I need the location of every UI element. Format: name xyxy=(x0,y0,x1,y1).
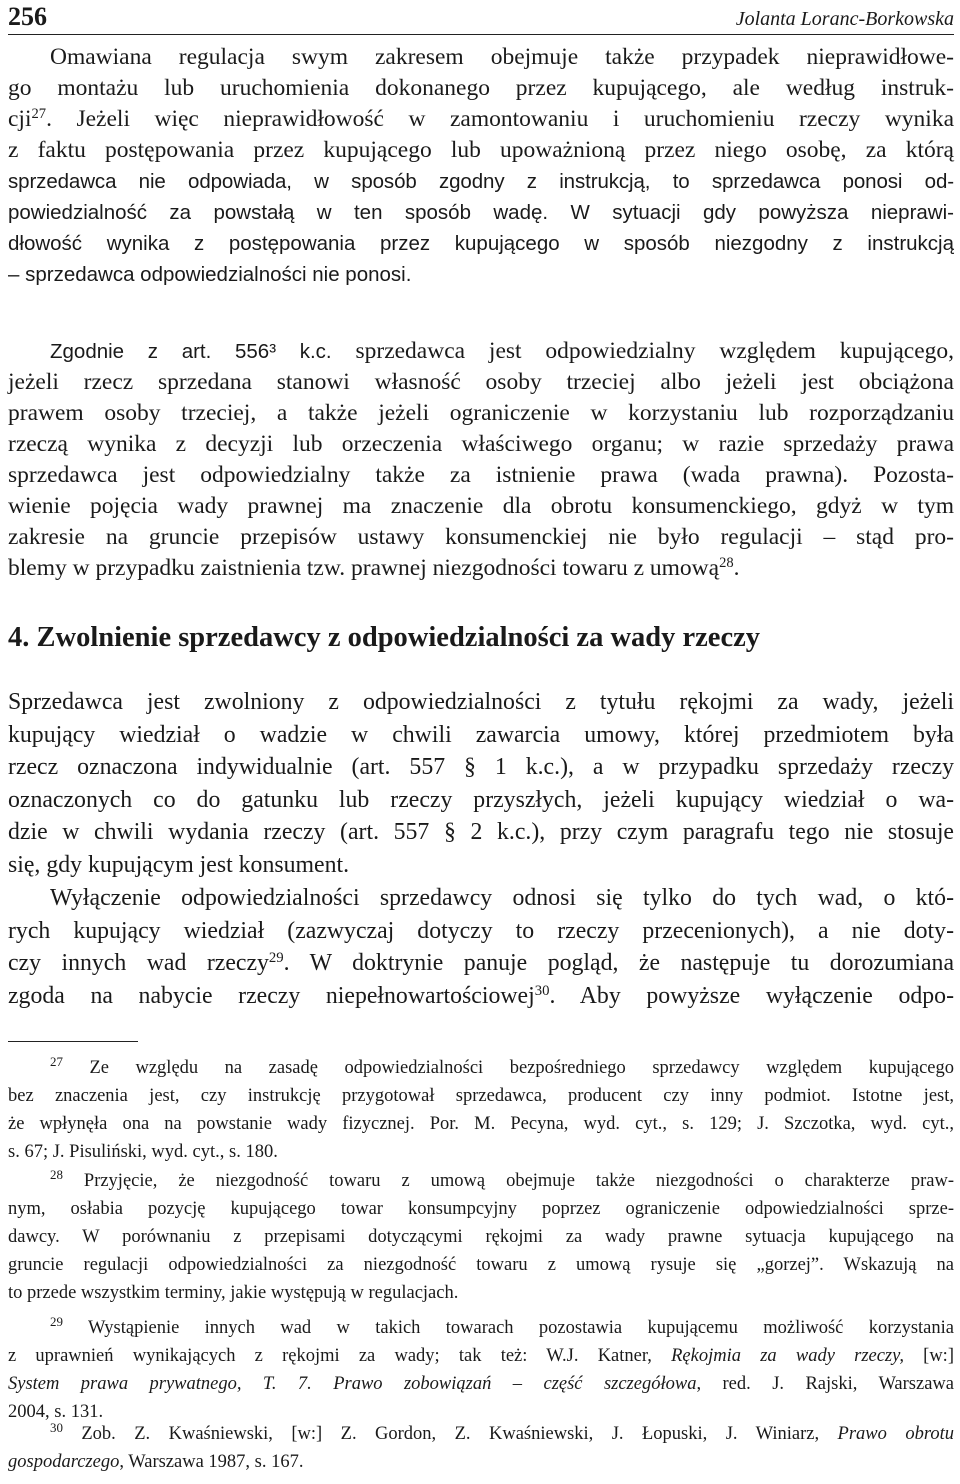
text-line: go montażu lub uruchomienia dokonanego przez kupującego, ale według instruk- xyxy=(8,75,954,101)
text-line: powiedzialność za powstałą w ten sposób wadę. W sytuacji gdy powyższa nieprawi- xyxy=(8,201,954,224)
text-line: sprzedawca jest odpowiedzialny także za istnienie prawa (wada prawna). Pozosta- xyxy=(8,462,954,488)
text-line: dzie w chwili wydania rzeczy (art. 557 § 2 k.c.), przy czym paragrafu tego nie stosuje xyxy=(8,819,954,846)
footnote-ref-27[interactable]: 27 xyxy=(31,106,47,122)
text-line: czy innych wad rzeczy$^{29}$. W doktrynie panuje pogląd, że następuje tu dorozumiana xyxy=(8,950,954,977)
footnote-27 xyxy=(8,1054,954,1166)
text-line: kupujący wiedział o wadzie w chwili zawarcia umowy, której przedmiotem była xyxy=(8,721,954,748)
page-header xyxy=(8,4,954,35)
text-line: że wpłynęła ona na powstanie wady fizycznej. Por. M. Pecyna, wyd. cyt., s. 129; J. Szczotka, wyd. cyt., xyxy=(8,1114,954,1134)
text-line: rych kupujący wiedział (zazwyczaj dotyczy to rzeczy przecenionych), a nie doty- xyxy=(8,917,954,944)
text-line: dłowość wynika z postępowania przez kupującego w sposób niezgodny z instrukcją xyxy=(8,232,954,255)
text-line: Zgodnie z art. 556³ k.c. sprzedawca jest odpowiedzialny względem kupującego, xyxy=(50,338,955,364)
text-line: z faktu postępowania przez kupującego lub upoważnioną przez niego osobę, za którą xyxy=(8,137,954,163)
text-line: $^{28}$ Przyjęcie, że niezgodność towaru z umową obejmuje także niezgodności o charakterze praw- xyxy=(50,1166,954,1191)
footnote-number: 28 xyxy=(50,1166,63,1182)
text-line: – sprzedawca odpowiedzialności nie ponosi. xyxy=(8,263,412,286)
text-line: blemy w przypadku zaistnienia tzw. prawnej niezgodności towaru z umową$^{28}$. xyxy=(8,555,740,581)
text-line: się, gdy kupującym jest konsument. xyxy=(8,851,350,878)
page-number: 256 xyxy=(8,2,47,31)
text-line: Omawiana regulacja swym zakresem obejmuje także przypadek nieprawidłowe- xyxy=(50,44,954,70)
text-line: dawcy. W porównaniu z przepisami dotyczącymi rękojmi za wady prawne sytuacja kupującego na xyxy=(8,1227,954,1247)
text-line: gruncie regulacji odpowiedzialności za niezgodność towaru z umową rysuje się „gorzej”. Wskazują na xyxy=(8,1255,954,1275)
text-line: gospodarczego, Warszawa 1987, s. 167. xyxy=(8,1452,304,1472)
text-line: rzeczą wynika z decyzji lub orzeczenia właściwego organu; w razie sprzedaży prawa xyxy=(8,431,954,457)
footnote-ref-30[interactable]: 30 xyxy=(534,982,550,999)
text-line: prawem osoby trzeciej, a także jeżeli ograniczenie w korzystaniu lub rozporządzaniu xyxy=(8,400,954,426)
text-line: rzecz oznaczona indywidualnie (art. 557 § 1 k.c.), a w przypadku sprzedaży rzeczy xyxy=(8,754,954,781)
footnote-29 xyxy=(8,1314,954,1426)
text-line: Sprzedawca jest zwolniony z odpowiedzialności z tytułu rękojmi za wady, jeżeli xyxy=(8,689,954,715)
text-line: oznaczonych co do gatunku lub rzeczy przyszłych, jeżeli kupujący wiedział o wa- xyxy=(8,786,954,813)
text-line: jeżeli rzecz sprzedana stanowi własność osoby trzeciej albo jeżeli jest obciążona xyxy=(8,369,954,395)
text-line: to przede wszystkim terminy, jakie występują w regulacjach. xyxy=(8,1283,459,1303)
text-line: zakresie na gruncie przepisów ustawy konsumenckiej nie było regulacji – stąd pro- xyxy=(8,524,954,550)
footnote-number: 30 xyxy=(50,1419,63,1435)
footnote-number: 29 xyxy=(50,1313,63,1329)
footnote-number: 27 xyxy=(50,1053,63,1069)
footnote-ref-28[interactable]: 28 xyxy=(719,555,734,571)
text-line: 2004, s. 131. xyxy=(8,1402,104,1422)
footnote-separator xyxy=(8,1041,138,1042)
text-line: wienie pojęcia wady prawnej ma znaczenie dla obrotu konsumenckiego, gdyż w tym xyxy=(8,493,954,519)
footnote-28 xyxy=(8,1167,954,1307)
running-head: Jolanta Loranc-Borkowska xyxy=(735,8,954,30)
text-line: sprzedawca nie odpowiada, w sposób zgodny z instrukcją, to sprzedawca ponosi od- xyxy=(8,170,954,193)
text-line: Wyłączenie odpowiedzialności sprzedawcy odnosi się tylko do tych wad, o któ- xyxy=(50,885,954,911)
text-line: cji$^{27}$. Jeżeli więc nieprawidłowość w zamontowaniu i uruchomieniu rzeczy wynika xyxy=(8,106,954,132)
text-line: System prawa prywatnego, T. 7. Prawo zobowiązań – część szczegółowa, red. J. Rajski, Warszawa xyxy=(8,1374,954,1394)
paragraph-2 xyxy=(8,336,954,584)
text-line: zgoda na nabycie rzeczy niepełnowartościowej$^{30}$. Aby powyższe wyłączenie odpo- xyxy=(8,982,954,1009)
text-line: $^{29}$ Wystąpienie innych wad w takich towarach pozostawia kupującemu możliwość korzystania xyxy=(50,1313,954,1338)
section-heading: 4. Zwolnienie sprzedawcy z odpowiedzialności za wady rzeczy xyxy=(8,622,760,653)
text-line: s. 67; J. Pisuliński, wyd. cyt., s. 180. xyxy=(8,1142,278,1162)
footnote-ref-29[interactable]: 29 xyxy=(268,950,284,967)
footnote-30 xyxy=(8,1420,954,1476)
paragraph-4 xyxy=(8,882,954,1012)
text-line: $^{27}$ Ze względu na zasadę odpowiedzialności bezpośredniego sprzedawcy względem kupującego xyxy=(50,1053,954,1078)
text-line: bez znaczenia jest, czy instrukcję przygotował sprzedawca, producent czy inny podmiot. Istotne jest, xyxy=(8,1086,954,1106)
paragraph-3 xyxy=(8,686,954,882)
text-line: nym, osłabia pozycję kupującego towar konsumpcyjny poprzez ograniczenie odpowiedzialności sprze- xyxy=(8,1199,954,1219)
text-line: z uprawnień wynikających z rękojmi za wady; tak też: W.J. Katner, Rękojmia za wady rzeczy, [w:] xyxy=(8,1346,954,1366)
text-line: $^{30}$ Zob. Z. Kwaśniewski, [w:] Z. Gordon, Z. Kwaśniewski, J. Łopuski, J. Winiarz, Prawo obrotu xyxy=(50,1419,954,1444)
paragraph-1 xyxy=(8,42,954,290)
